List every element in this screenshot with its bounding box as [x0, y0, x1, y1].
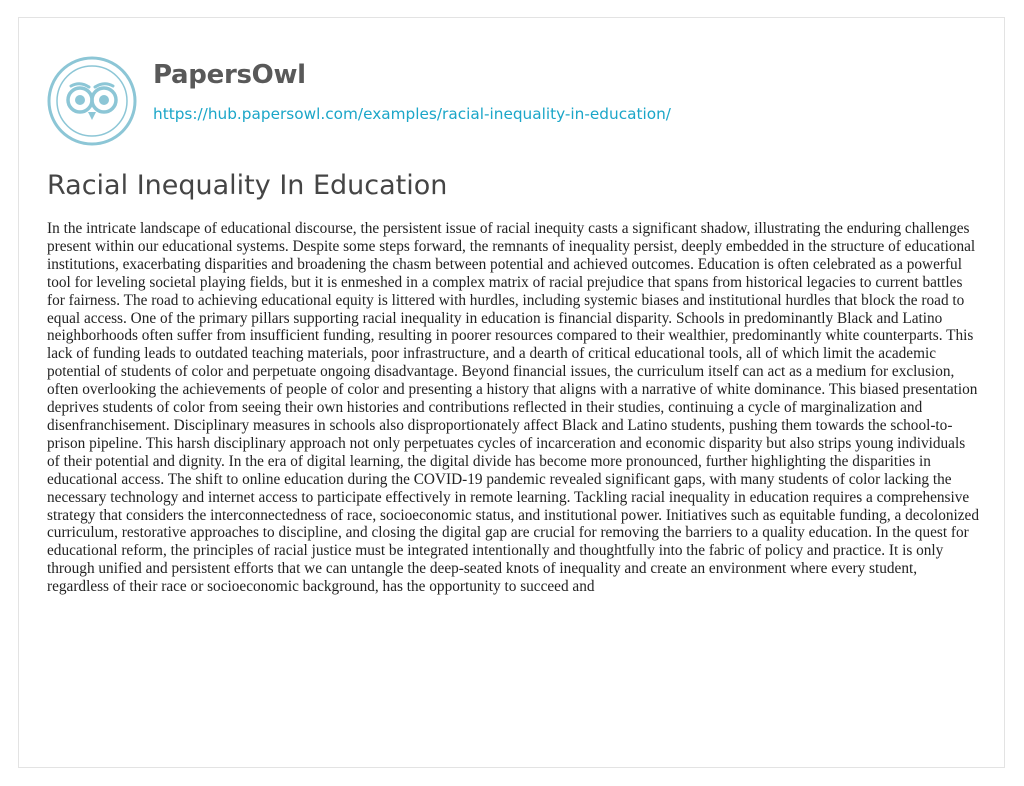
- brand-name: PapersOwl: [153, 60, 306, 90]
- article-title: Racial Inequality In Education: [47, 170, 448, 201]
- owl-logo-icon: [47, 56, 137, 146]
- article-body: In the intricate landscape of educational discourse, the persistent issue of racial inequity casts a significant shadow, illustrating the enduring challenges present within our educational systems. Despite some steps forward, the remnants of inequality persist, deeply embedded in the structure of educational institutions, exacerbating disparities and broadening the chasm between potential and achieved outcomes. Education is often celebrated as a powerful tool for leveling societal playing fields, but it is enmeshed in a complex matrix of racial prejudice that spans from historical legacies to current battles for fairness. The road to achieving educational equity is littered with hurdles, including systemic biases and institutional hurdles that block the road to equal access. One of the primary pillars supporting racial inequality in education is financial disparity. Schools in predominantly Black and Latino neighborhoods often suffer from insufficient funding, resulting in poorer resources compared to their wealthier, predominantly white counterparts. This lack of funding leads to outdated teaching materials, poor infrastructure, and a dearth of critical educational tools, all of which limit the academic potential of students of color and perpetuate ongoing disadvantage. Beyond financial issues, the curriculum itself can act as a medium for exclusion, often overlooking the achievements of people of color and presenting a history that aligns with a narrative of white dominance. This biased presentation deprives students of color from seeing their own histories and contributions reflected in their studies, continuing a cycle of marginalization and disenfranchisement. Disciplinary measures in schools also disproportionately affect Black and Latino students, pushing them towards the school-to-prison pipeline. This harsh disciplinary approach not only perpetuates cycles of incarceration and economic disparity but also strips young individuals of their potential and dignity. In the era of digital learning, the digital divide has become more pronounced, further highlighting the disparities in educational access. The shift to online education during the COVID-19 pandemic revealed significant gaps, with many students of color lacking the necessary technology and internet access to participate effectively in remote learning. Tackling racial inequality in education requires a comprehensive strategy that considers the interconnectedness of race, socioeconomic status, and institutional power. Initiatives such as equitable funding, a decolonized curriculum, restorative approaches to discipline, and closing the digital gap are crucial for removing the barriers to a quality education. In the quest for educational reform, the principles of racial justice must be integrated intentionally and thoughtfully into the fabric of policy and practice. It is only through unified and persistent efforts that we can untangle the deep-seated knots of inequality and create an environment where every student, regardless of their race or socioeconomic background, has the opportunity to succeed and: [47, 220, 979, 596]
- article-url-link[interactable]: https://hub.papersowl.com/examples/racial-inequality-in-education/: [153, 105, 671, 123]
